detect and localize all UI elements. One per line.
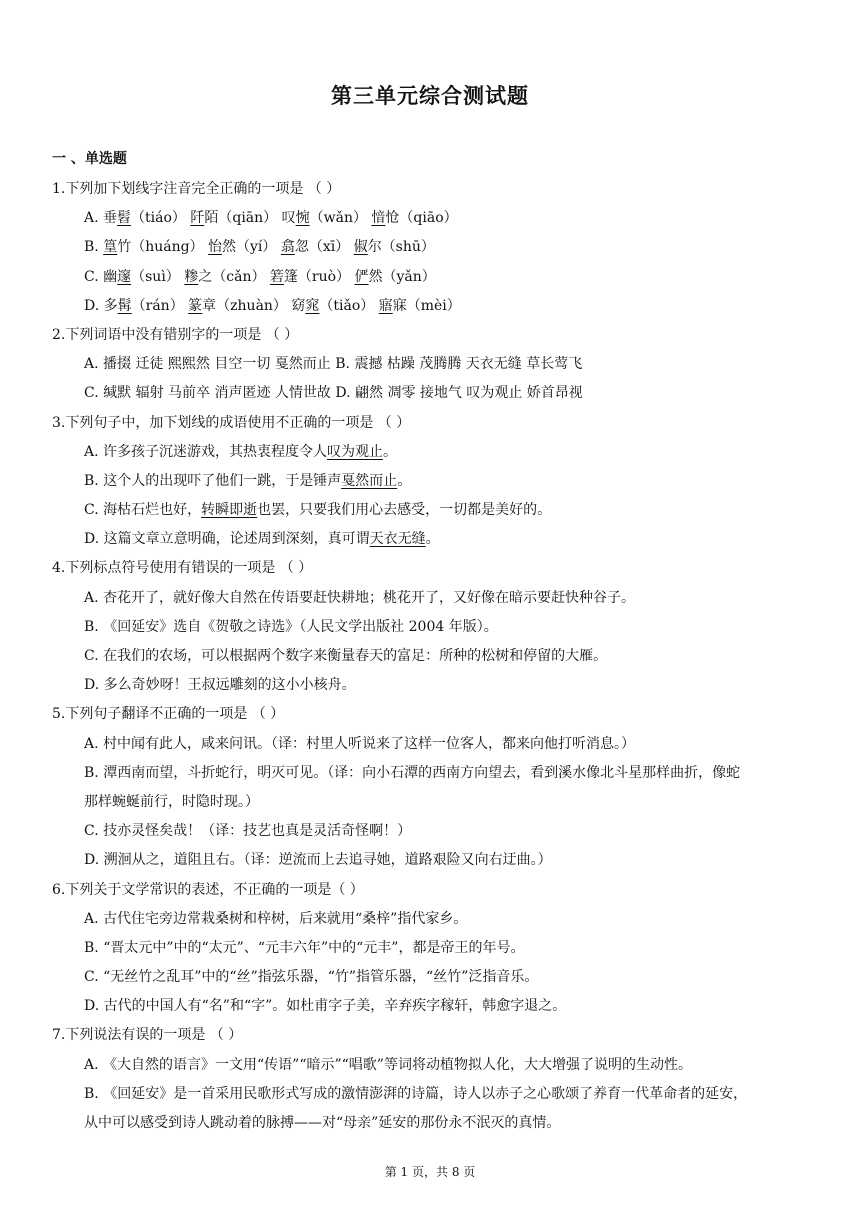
question-2-options-cd: C. 缄默 辐射 马前卒 消声匿迹 人情世故 D. 翩然 凋零 接地气 叹为观止 娇首昂视 bbox=[84, 385, 583, 402]
question-3-option-c: C. 海枯石烂也好，转瞬即逝也罢，只要我们用心去感受，一切都是美好的。 bbox=[84, 502, 552, 519]
question-list bbox=[52, 175, 812, 1138]
question-6-option-d: D. 古代的中国人有“名”和“字”。如杜甫字子美，辛弃疾字稼轩，韩愈字退之。 bbox=[84, 998, 567, 1015]
question-3-option-b: B. 这个人的出现吓了他们一跳，于是锤声戛然而止。 bbox=[84, 472, 412, 489]
question-1-stem: 1.下列加下划线字注音完全正确的一项是 （ ） bbox=[52, 181, 341, 197]
question-5-option-c: C. 技亦灵怪矣哉！（译：技艺也真是灵活奇怪啊！） bbox=[84, 823, 412, 840]
question-4-option-b: B. 《回延安》选自《贺敬之诗选》（人民文学出版社 2004 年版）。 bbox=[84, 618, 498, 635]
question-6-option-b: B. “晋太元中”中的“太元”、“元丰六年”中的“元丰”，都是帝王的年号。 bbox=[84, 939, 525, 956]
question-5-option-b-line1: B. 潭西南而望，斗折蛇行，明灭可见。（译：向小石潭的西南方向望去，看到溪水像北斗星那样曲折，像蛇 bbox=[84, 764, 741, 781]
question-3-option-a: A. 许多孩子沉迷游戏，其热衷程度令人叹为观止。 bbox=[84, 443, 398, 460]
question-5-option-d: D. 溯洄从之，道阻且右。（译：逆流而上去追寻她，道路艰险又向右迂曲。） bbox=[84, 852, 552, 869]
question-1-option-a: A. 垂髫（tiáo） 阡陌（qiān） 叹惋（wǎn） 愔怆（qiāo） bbox=[84, 210, 458, 227]
page-title: 第三单元综合测试题 bbox=[331, 84, 529, 108]
question-6-stem: 6.下列关于文学常识的表述，不正确的一项是（ ） bbox=[52, 881, 364, 898]
section-heading: 一 、单选题 bbox=[52, 151, 127, 167]
question-4-option-a: A. 杏花开了，就好像大自然在传语要赶快耕地；桃花开了，又好像在暗示要赶快种谷子。 bbox=[84, 589, 636, 606]
question-2-options-ab: A. 播掇 迁徒 熙熙然 目空一切 戛然而止 B. 震撼 枯躁 茂腾腾 天衣无缝 草长莺飞 bbox=[84, 356, 583, 373]
question-1-option-b: B. 篁竹（huáng） 怡然（yí） 翕忽（xī） 俶尔（shū） bbox=[84, 239, 435, 256]
question-5-option-a: A. 村中闻有此人，咸来问讯。（译：村里人听说来了这样一位客人，都来向他打听消息。） bbox=[84, 735, 636, 752]
question-7-option-a: A. 《大自然的语言》一文用“传语”“暗示”“唱歌”等词将动植物拟人化，大大增强了说明的生动性。 bbox=[84, 1056, 692, 1073]
question-1-option-c: C. 幽邃（suì） 糁之（cǎn） 箬篷（ruò） 俨然（yǎn） bbox=[84, 268, 436, 285]
question-3-option-d: D. 这篇文章立意明确，论述周到深刻，真可谓天衣无缝。 bbox=[84, 531, 440, 548]
question-7-option-b-line1: B. 《回延安》是一首采用民歌形式写成的激情澎湃的诗篇，诗人以赤子之心歌颂了养育一代革命者的延安， bbox=[84, 1085, 748, 1102]
question-6-option-a: A. 古代住宅旁边常栽桑树和梓树，后来就用“桑梓”指代家乡。 bbox=[84, 910, 468, 927]
question-7-option-b-line2: 从中可以感受到诗人跳动着的脉搏——对“母亲”延安的那份永不泯灭的真情。 bbox=[84, 1115, 561, 1131]
question-3-stem: 3.下列句子中，加下划线的成语使用不正确的一项是 （ ） bbox=[52, 414, 411, 431]
question-6-option-c: C. “无丝竹之乱耳”中的“丝”指弦乐器，“竹”指管乐器，“丝竹”泛指音乐。 bbox=[84, 969, 539, 986]
question-4-option-d: D. 多么奇妙呀！王叔远雕刻的这小小核舟。 bbox=[84, 677, 356, 694]
page-footer: 第 1 页，共 8 页 bbox=[384, 1165, 476, 1179]
question-2-stem: 2.下列词语中没有错别字的一项是 （ ） bbox=[52, 326, 299, 343]
question-7-stem: 7.下列说法有误的一项是 （ ） bbox=[52, 1027, 243, 1044]
question-5-stem: 5.下列句子翻译不正确的一项是 （ ） bbox=[52, 706, 285, 723]
question-1-option-d: D. 多髯（rán） 篆章（zhuàn） 窈窕（tiǎo） 寤寐（mèi） bbox=[84, 297, 461, 314]
question-4-stem: 4.下列标点符号使用有错误的一项是 （ ） bbox=[52, 560, 313, 577]
question-4-option-c: C. 在我们的农场，可以根据两个数字来衡量春天的富足：所种的松树和停留的大雁。 bbox=[84, 648, 608, 664]
question-5-option-b-line2: 那样蜿蜒前行，时隐时现。） bbox=[84, 793, 259, 810]
